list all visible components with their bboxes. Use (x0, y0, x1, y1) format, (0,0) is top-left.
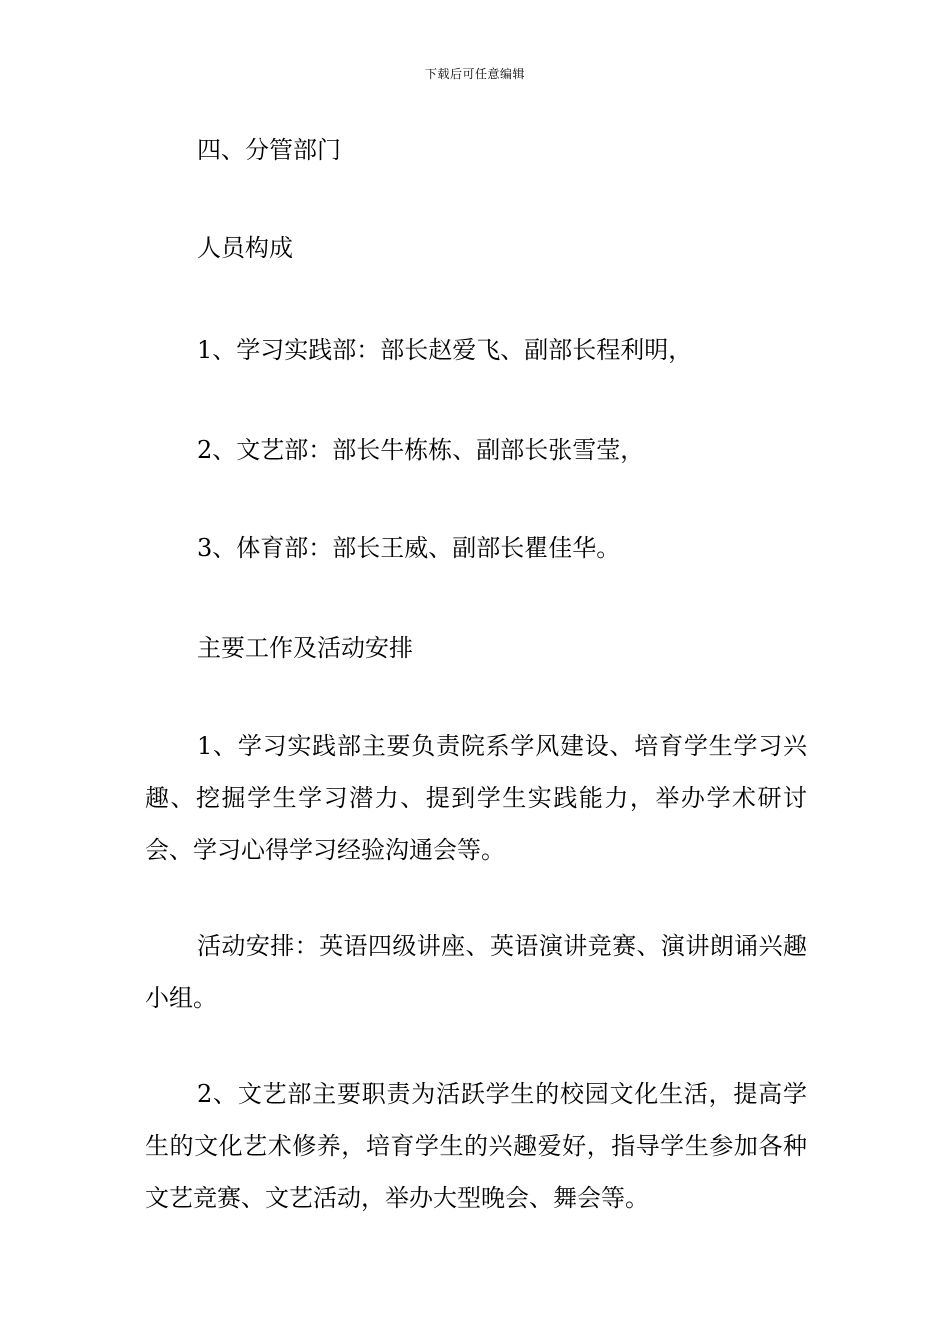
paragraph-study-practice: 1、学习实践部主要负责院系学风建设、培育学生学习兴趣、挖掘学生学习潜力、提到学生实践能力，举办学术研讨会、学习心得学习经验沟通会等。 (145, 732, 807, 864)
staff-heading: 人员构成 (197, 234, 293, 262)
work-heading: 主要工作及活动安排 (197, 634, 413, 662)
paragraph-activity-plan: 活动安排：英语四级讲座、英语演讲竞赛、演讲朗诵兴趣小组。 (145, 932, 807, 1012)
page-header-note: 下载后可任意编辑 (424, 67, 525, 81)
staff-item-arts: 2、文艺部：部长牛栋栋、副部长张雪莹， (197, 436, 645, 464)
staff-item-sports: 3、体育部：部长王威、副部长瞿佳华。 (197, 534, 621, 562)
section-heading: 四、分管部门 (197, 136, 341, 164)
paragraph-arts: 2、文艺部主要职责为活跃学生的校园文化生活，提高学生的文化艺术修养，培育学生的兴趣爱好，指导学生参加各种文艺竞赛、文艺活动，举办大型晚会、舞会等。 (145, 1080, 807, 1212)
staff-item-study-practice: 1、学习实践部：部长赵爱飞、副部长程利明， (197, 336, 693, 364)
